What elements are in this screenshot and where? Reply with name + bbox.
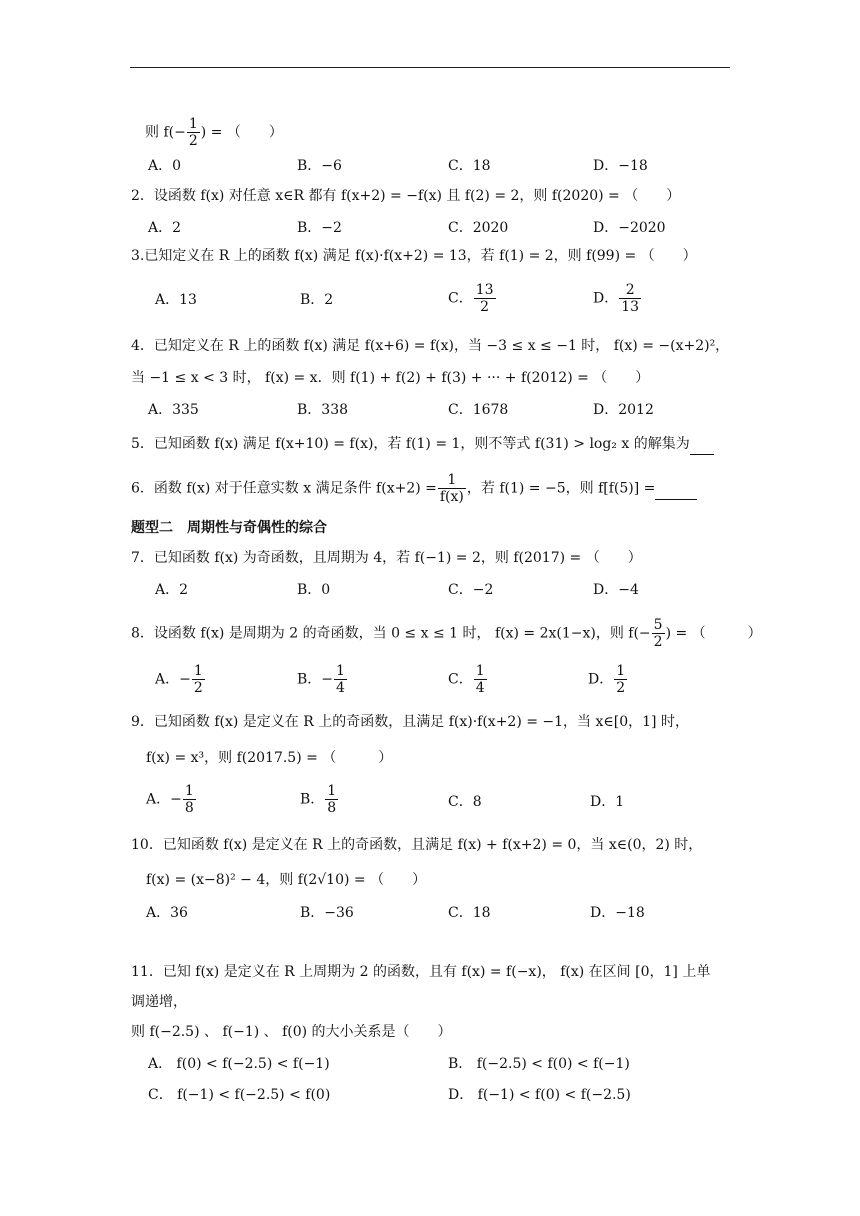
q11-option-c: C． f(−1) < f(−2.5) < f(0) <box>148 1087 331 1103</box>
q10-stem-line1: 10．已知函数 f(x) 是定义在 R 上的奇函数，且满足 f(x) + f(x+2) = 0，当 x∈(0，2) 时， <box>131 837 703 853</box>
q11-stem-line1: 11．已知 f(x) 是定义在 R 上周期为 2 的函数，且有 f(x) = f(−x)， f(x) 在区间 [0，1] 上单 <box>131 964 711 980</box>
q8-option-c-fraction <box>474 663 487 696</box>
q9-option-d: D．1 <box>590 794 625 810</box>
q2-option-b: B．−2 <box>297 220 342 236</box>
q3-option-d <box>593 282 642 315</box>
q1-frac-num: 1 <box>188 116 198 132</box>
q9-option-b-label: B． <box>300 791 325 808</box>
q2-stem: 2．设函数 f(x) 对任意 x∈R 都有 f(x+2) = −f(x) 且 f(2) = 2，则 f(2020) = （ ） <box>131 188 681 204</box>
q8-option-b-label: B．− <box>297 671 334 688</box>
q11-option-b: B． f(−2.5) < f(0) < f(−1) <box>448 1056 630 1072</box>
q7-option-c: C．−2 <box>448 582 494 598</box>
q10-option-c: C．18 <box>448 905 491 921</box>
q1-ask <box>145 116 283 149</box>
q5-stem <box>131 434 714 455</box>
q3-stem: 3.已知定义在 R 上的函数 f(x) 满足 f(x)·f(x+2) = 13，若 f(1) = 2，则 f(99) = （ ） <box>131 248 697 264</box>
q8-b-num: 1 <box>336 663 345 679</box>
q1-option-d: D．−18 <box>593 158 648 174</box>
q10-option-b: B．−36 <box>300 905 354 921</box>
q4-option-d: D．2012 <box>593 402 654 418</box>
q9-option-c: C．8 <box>448 794 482 810</box>
q1-option-b: B．−6 <box>297 158 342 174</box>
q6-answer-blank[interactable] <box>655 479 697 500</box>
q3-option-c-label: C． <box>448 290 473 307</box>
q3-option-d-label: D． <box>593 290 619 307</box>
q5-text: 5．已知函数 f(x) 满足 f(x+10) = f(x)，若 f(1) = 1，则不等式 f(31) > log₂ x 的解集为 <box>131 436 690 452</box>
header-rule <box>130 67 730 68</box>
q8-frac-den: 2 <box>653 634 663 650</box>
q6-stem <box>131 472 697 505</box>
q9-option-a-label: A．− <box>146 791 182 808</box>
q9-b-den: 8 <box>327 800 337 816</box>
q4-option-b: B．338 <box>297 402 349 418</box>
q8-a-den: 2 <box>193 680 203 696</box>
q1-option-c: C．18 <box>448 158 491 174</box>
q9-stem-line2: f(x) = x³，则 f(2017.5) = （ ） <box>146 750 393 766</box>
q8-option-c <box>448 663 488 696</box>
q8-option-d-fraction <box>614 663 627 696</box>
q8-c-num: 1 <box>475 663 485 679</box>
q8-option-b-fraction <box>334 663 347 696</box>
q3-d-den: 13 <box>621 299 640 315</box>
q2-option-c: C．2020 <box>448 220 509 236</box>
q11-stem-line3: 则 f(−2.5) 、 f(−1) 、 f(0) 的大小关系是（ ） <box>131 1024 452 1040</box>
q9-option-a <box>146 783 197 816</box>
q7-option-a: A．2 <box>155 582 189 598</box>
q9-b-num: 1 <box>327 783 337 799</box>
q3-c-den: 2 <box>480 299 490 315</box>
q8-a-num: 1 <box>193 663 203 679</box>
q8-post: ) = （ ） <box>665 625 762 642</box>
q1-ask-post: ) = （ ） <box>200 124 283 141</box>
q3-option-c <box>448 282 497 315</box>
q8-option-c-label: C． <box>448 671 473 688</box>
q8-d-den: 2 <box>616 680 626 696</box>
q8-stem <box>131 617 762 650</box>
q3-option-c-fraction <box>474 282 496 315</box>
section-heading: 题型二 周期性与奇偶性的综合 <box>131 520 327 536</box>
q2-option-a: A．2 <box>148 220 182 236</box>
q9-option-b <box>300 783 339 816</box>
q6-fraction <box>438 472 466 505</box>
q2-option-d: D．−2020 <box>593 220 666 236</box>
q8-d-num: 1 <box>616 663 626 679</box>
q10-option-a: A．36 <box>146 905 188 921</box>
q3-option-b: B．2 <box>300 292 334 308</box>
q5-answer-blank[interactable] <box>690 434 714 455</box>
q4-option-a: A．335 <box>148 402 199 418</box>
q8-b-den: 4 <box>336 680 345 696</box>
q9-option-b-fraction <box>325 783 338 816</box>
q11-stem-line2: 调递增， <box>131 994 187 1010</box>
q9-option-a-fraction <box>183 783 196 816</box>
q1-fraction <box>187 116 200 149</box>
q8-fraction <box>652 617 665 650</box>
q1-frac-den: 2 <box>188 133 198 149</box>
q3-option-a: A．13 <box>155 292 197 308</box>
q6-pre: 6．函数 f(x) 对于任意实数 x 满足条件 f(x+2) = <box>131 480 437 497</box>
q10-option-d: D．−18 <box>590 905 645 921</box>
q6-frac-num: 1 <box>438 472 466 489</box>
q3-c-num: 13 <box>475 282 494 298</box>
q11-option-a: A． f(0) < f(−2.5) < f(−1) <box>148 1056 330 1072</box>
q7-option-d: D．−4 <box>593 582 639 598</box>
q8-option-a-fraction <box>192 663 205 696</box>
q8-option-d-label: D． <box>588 671 614 688</box>
q8-option-b <box>297 663 348 696</box>
q4-stem-line1: 4．已知定义在 R 上的函数 f(x) 满足 f(x+6) = f(x)，当 −3 ≤ x ≤ −1 时， f(x) = −(x+2)²， <box>131 338 730 354</box>
q7-stem: 7．已知函数 f(x) 为奇函数，且周期为 4，若 f(−1) = 2，则 f(2017) = （ ） <box>131 550 642 566</box>
q8-pre: 8．设函数 f(x) 是周期为 2 的奇函数，当 0 ≤ x ≤ 1 时， f(x) = 2x(1−x)，则 f(− <box>131 625 651 642</box>
q8-option-a-label: A．− <box>155 671 191 688</box>
q1-ask-pre: 则 f(− <box>145 124 186 141</box>
q8-c-den: 4 <box>475 680 485 696</box>
q7-option-b: B．0 <box>297 582 331 598</box>
q3-option-d-fraction <box>619 282 641 315</box>
q3-d-num: 2 <box>619 282 641 299</box>
q9-a-num: 1 <box>184 783 194 799</box>
q8-option-d <box>588 663 628 696</box>
q4-stem-line2: 当 −1 ≤ x < 3 时， f(x) = x．则 f(1) + f(2) + f(3) + ··· + f(2012) = （ ） <box>131 370 650 386</box>
q9-a-den: 8 <box>184 800 194 816</box>
q6-frac-den: f(x) <box>439 489 464 505</box>
q10-stem-line2: f(x) = (x−8)² − 4，则 f(2√10) = （ ） <box>146 872 427 888</box>
q8-option-a <box>155 663 206 696</box>
q8-frac-num: 5 <box>653 617 663 633</box>
q9-stem-line1: 9．已知函数 f(x) 是定义在 R 上的奇函数，且满足 f(x)·f(x+2) = −1，当 x∈[0，1] 时， <box>131 714 689 730</box>
q11-option-d: D． f(−1) < f(0) < f(−2.5) <box>448 1087 631 1103</box>
q1-option-a: A．0 <box>148 158 182 174</box>
q4-option-c: C．1678 <box>448 402 509 418</box>
q6-post: ，若 f(1) = −5，则 f[f(5)] = <box>466 480 656 497</box>
